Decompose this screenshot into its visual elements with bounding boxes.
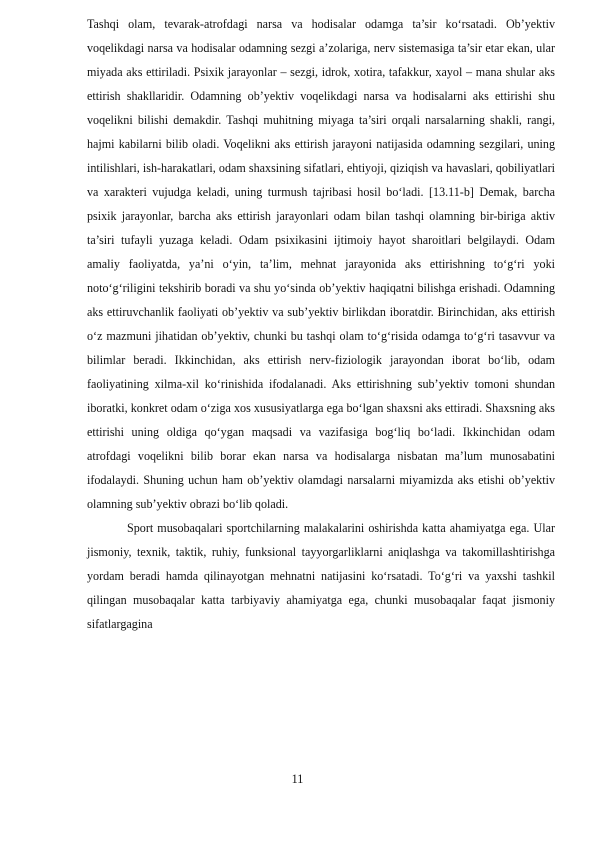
paragraph-sport-competitions: Sport musobaqalari sportchilarning malakalarini oshirishda katta ahamiyatga ega. Ular jismoniy, texnik, taktik, ruhiy, funksional tayyorgarliklarni aniqlashga va takomillashtirishga yordam beradi hamda qilinayotgan mehnatni natijasini ko‘rsatadi. To‘g‘ri va yaxshi tashkil qilingan musobaqalar katta tarbiyaviy ahamiyatga ega, chunki musobaqalar faqat jismoniy sifatlargagina (87, 521, 555, 631)
paragraph-reflection: Tashqi olam, tevarak-atrofdagi narsa va hodisalar odamga ta’sir ko‘rsatadi. Ob’yektiv voqelikdagi narsa va hodisalar odamning sezgi a’zolariga, nerv sistemasiga ta’sir etar ekan, ular miyada aks ettiriladi. Psixik jarayonlar – sezgi, idrok, xotira, tafakkur, xayol – mana shular aks ettirish shakllaridir. Odamning ob’yektiv voqelikdagi narsa va hodisalarni aks ettirishi shu voqelikni bilishi demakdir. Tashqi muhitning miyaga ta’siri orqali narsalarning shakli, rangi, hajmi kabilarni bilib oladi. Voqelikni aks ettirish jarayoni natijasida odamning sezgilari, uning intilishlari, ish-harakatlari, odam shaxsining sifatlari, ehtiyoji, qiziqish va havaslari, qobiliyatlari va xarakteri vujudga keladi, uning turmush tajribasi hosil bo‘ladi. [13.11-b] Demak, barcha psixik jarayonlar, barcha aks ettirish jarayonlari odam bilan tashqi olamning bir-biriga aktiv ta’siri tufayli yuzaga keladi. Odam psixikasini ijtimoiy hayot sharoitlari belgilaydi. Odam amaliy faoliyatda, ya’ni o‘yin, ta’lim, mehnat jarayonida aks ettirishning to‘g‘ri yoki noto‘g‘riligini tekshirib boradi va shu yo‘sinda ob’yektiv haqiqatni bilishga erishadi. Odamning aks ettiruvchanlik faoliyati ob’yektiv va sub’yektiv birlikdan iboratdir. Birinchidan, aks ettirish o‘z mazmuni jihatidan ob’yektiv, chunki bu tashqi olam to‘g‘risida odamga to‘g‘ri tasavvur va bilimlar beradi. Ikkinchidan, aks ettirish nerv-fiziologik jarayondan iborat bo‘lib, odam faoliyatining xilma-xil ko‘rinishida ifodalanadi. Aks ettirishning sub’yektiv tomoni shundan iboratki, konkret odam o‘ziga xos xususiyatlarga ega bo‘lgan shaxsni aks ettiradi. Shaxsning aks ettirishi uning oldiga qo‘ygan maqsadi va vazifasiga bog‘liq bo‘ladi. Ikkinchidan odam atrofdagi voqelikni bilib borar ekan narsa va hodisalarga nisbatan ma’lum munosabatini ifodalaydi. Shuning uchun ham ob’yektiv olamdagi narsalarni miyamizda aks etishi ob’yektiv olamning sub’yektiv obrazi bo‘lib qoladi. (87, 17, 555, 511)
page-number: 11 (291, 772, 304, 786)
body-text (87, 12, 555, 636)
